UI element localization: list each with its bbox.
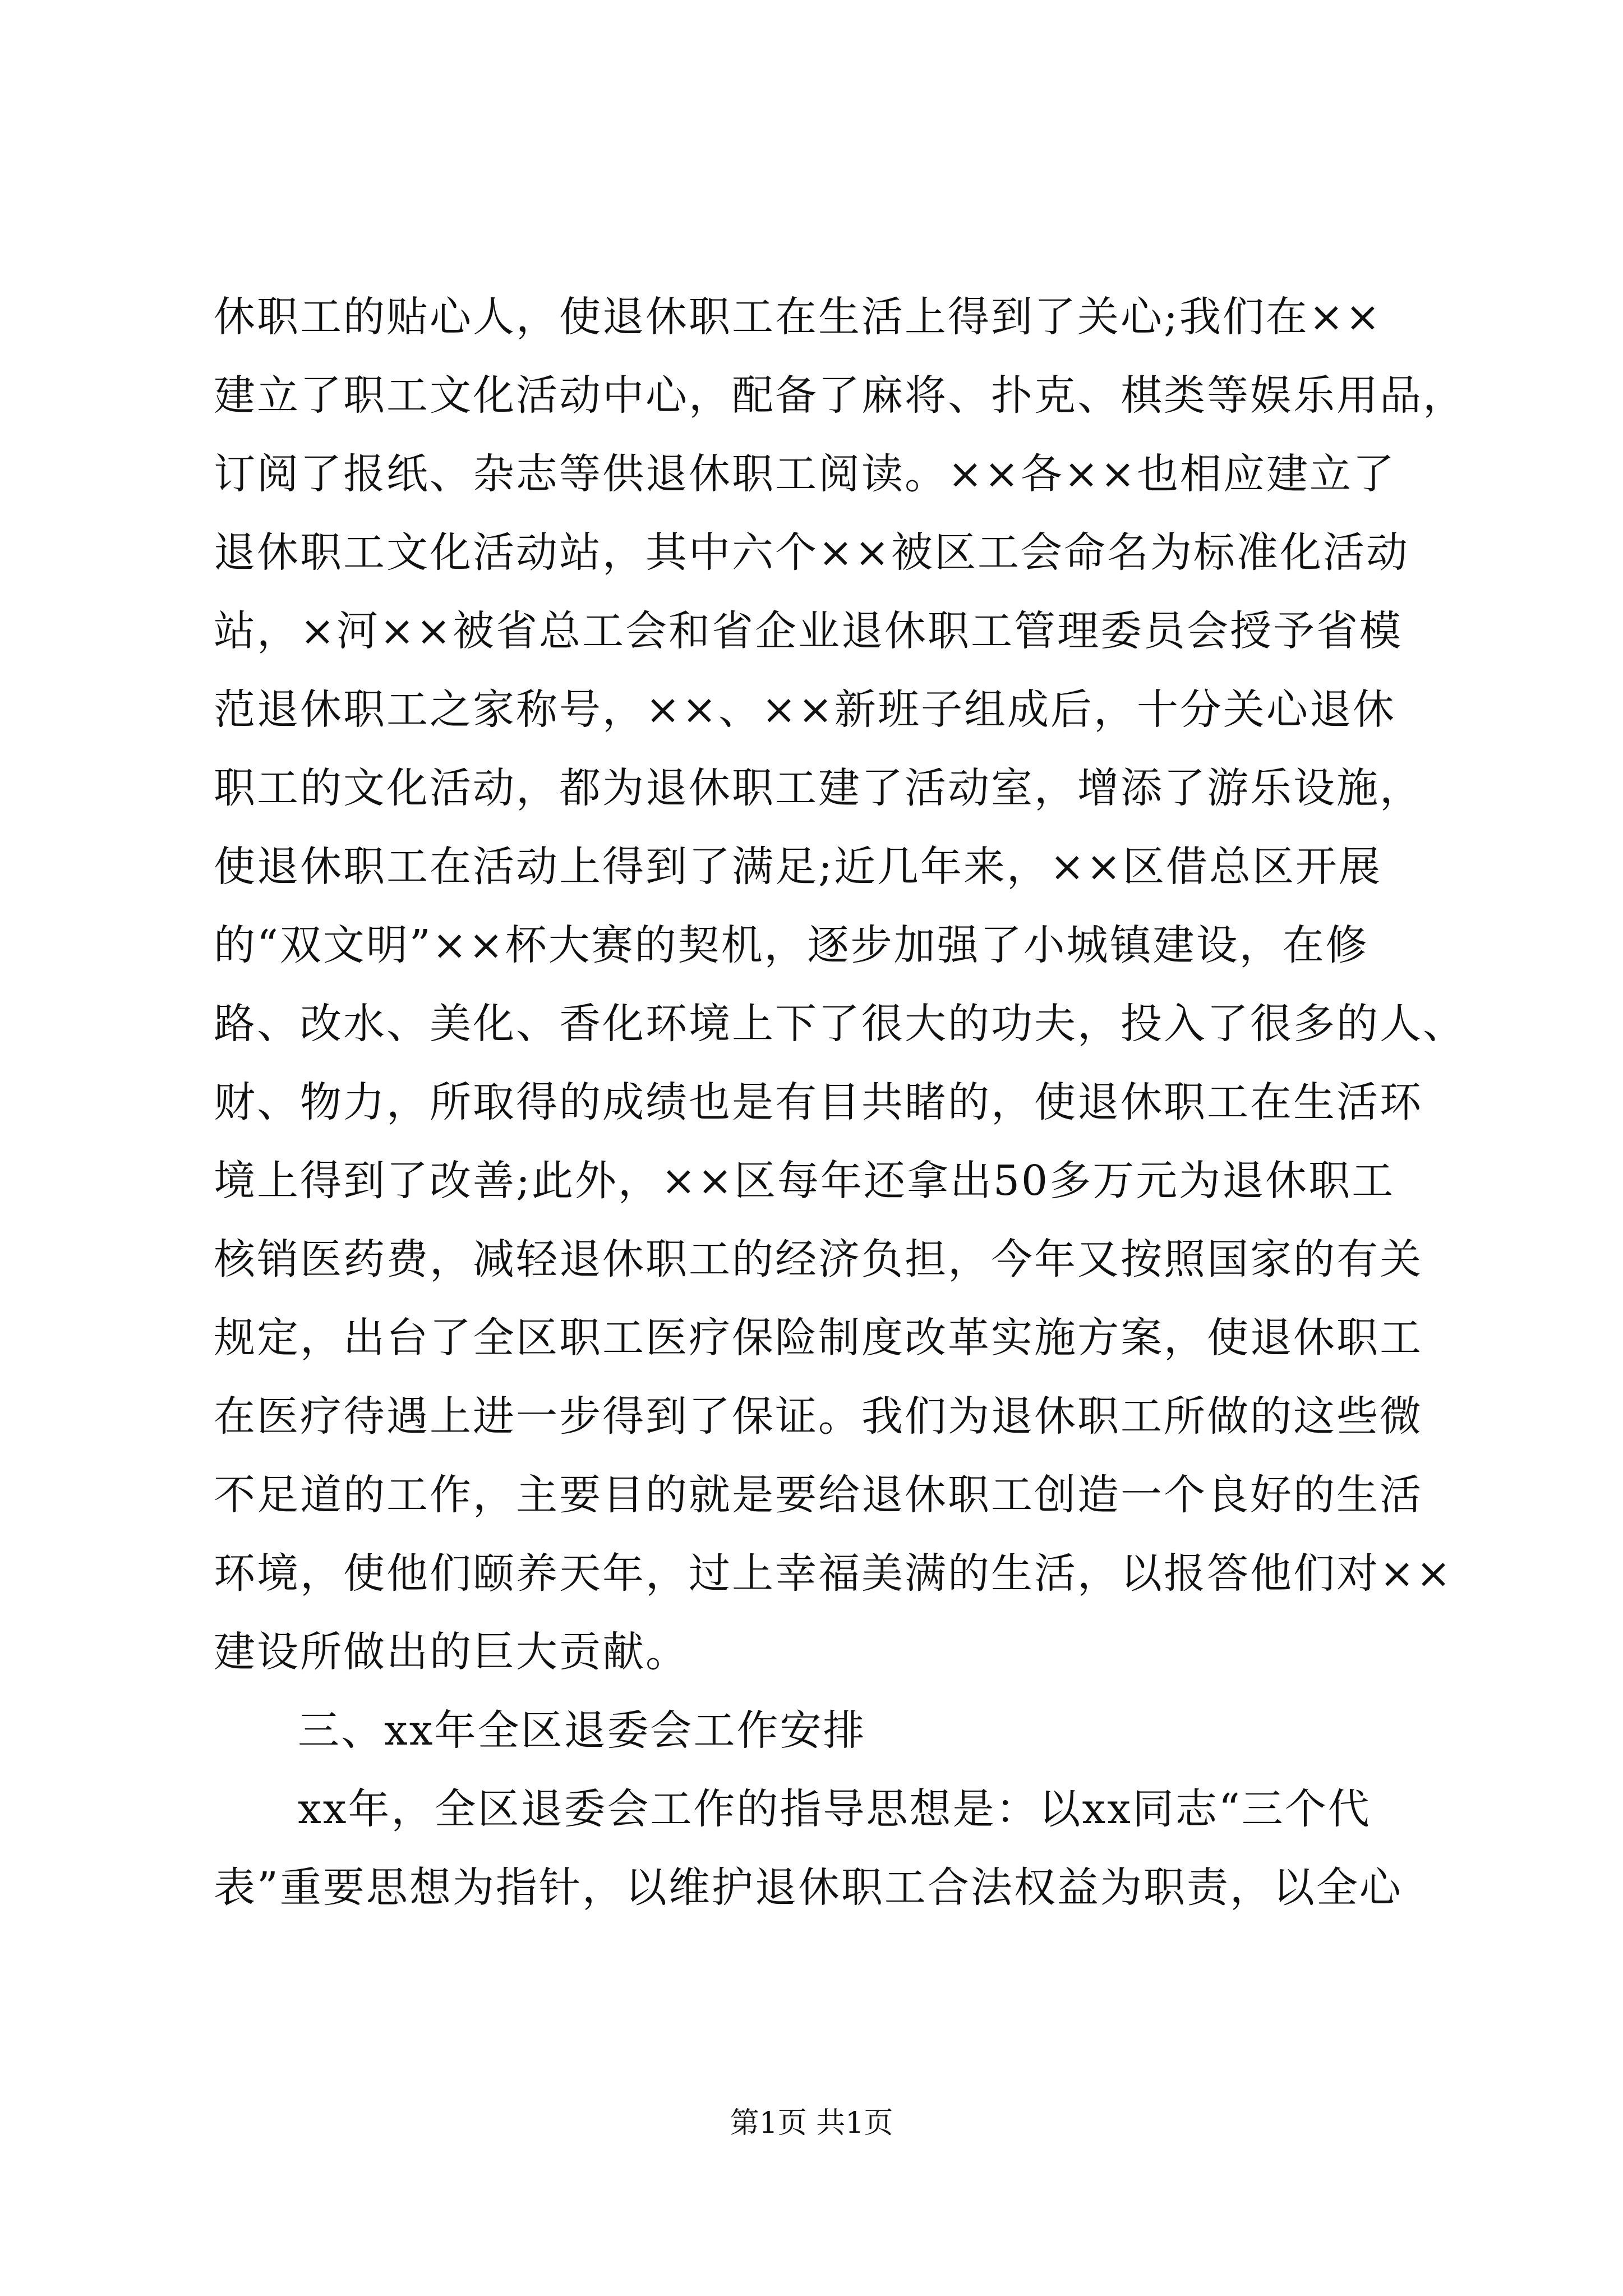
body-text-line: 环境，使他们颐养天年，过上幸福美满的生活，以报答他们对×× bbox=[214, 1549, 1453, 1598]
body-text-line: 路、改水、美化、香化环境上下了很大的功夫，投入了很多的人、 bbox=[214, 1000, 1466, 1048]
body-text-line: 在医疗待遇上进一步得到了保证。我们为退休职工所做的这些微 bbox=[214, 1392, 1423, 1441]
body-text-line: 使退休职工在活动上得到了满足;近几年来，××区借总区开展 bbox=[214, 843, 1382, 891]
body-text-line: 财、物力，所取得的成绩也是有目共睹的，使退休职工在生活环 bbox=[214, 1078, 1423, 1126]
body-text-line: 表”重要思想为指针，以维护退休职工合法权益为职责，以全心 bbox=[214, 1864, 1403, 1912]
body-text-line: 规定，出台了全区职工医疗保险制度改革实施方案，使退休职工 bbox=[214, 1314, 1423, 1362]
body-text-line: 职工的文化活动，都为退休职工建了活动室，增添了游乐设施， bbox=[214, 764, 1423, 812]
page-footer: 第1页 共1页 bbox=[730, 2106, 893, 2140]
body-text-line: 订阅了报纸、杂志等供退休职工阅读。××各××也相应建立了 bbox=[214, 450, 1396, 498]
body-text-line: 范退休职工之家称号，××、××新班子组成后，十分关心退休 bbox=[214, 685, 1396, 734]
body-text-line: 建立了职工文化活动中心，配备了麻将、扑克、棋类等娱乐用品， bbox=[214, 371, 1466, 420]
body-text-line: 核销医药费，减轻退休职工的经济负担，今年又按照国家的有关 bbox=[214, 1235, 1423, 1283]
body-text-line: 境上得到了改善;此外，××区每年还拿出50多万元为退休职工 bbox=[214, 1157, 1395, 1205]
body-text-line: 建设所做出的巨大贡献。 bbox=[214, 1628, 689, 1676]
body-text-line: 不足道的工作，主要目的就是要给退休职工创造一个良好的生活 bbox=[214, 1471, 1423, 1519]
body-text-line: 休职工的贴心人，使退休职工在生活上得到了关心;我们在×× bbox=[214, 293, 1382, 341]
section-heading: 三、xx年全区退委会工作安排 bbox=[298, 1706, 866, 1755]
body-text-line: 的“双文明”××杯大赛的契机，逐步加强了小城镇建设，在修 bbox=[214, 921, 1369, 969]
body-text-line: 退休职工文化活动站，其中六个××被区工会命名为标准化活动 bbox=[214, 528, 1410, 577]
body-text-line: 站，×河××被省总工会和省企业退休职工管理委员会授予省模 bbox=[214, 607, 1403, 655]
body-text-line: xx年，全区退委会工作的指导思想是：以xx同志“三个代 bbox=[298, 1785, 1371, 1833]
